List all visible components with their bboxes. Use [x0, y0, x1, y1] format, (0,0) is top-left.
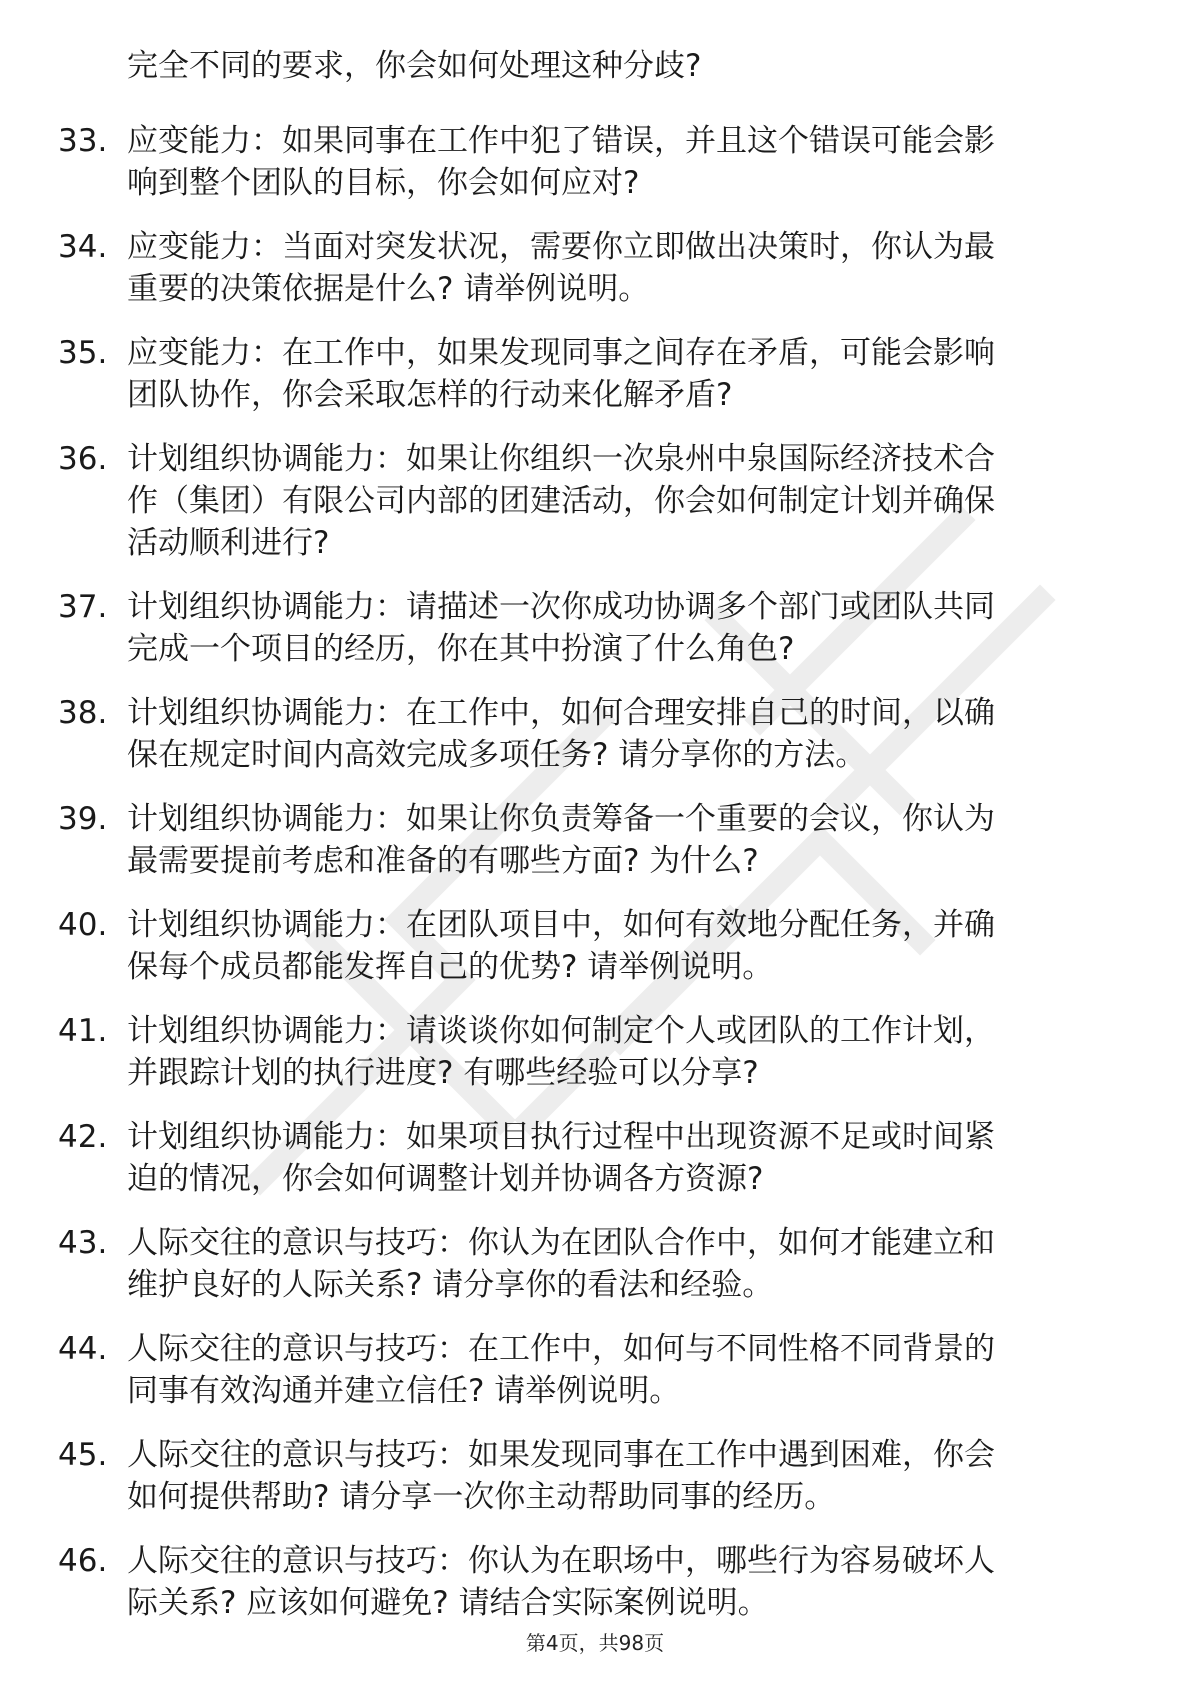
question-list: [0, 120, 1190, 1646]
question-number: 36.: [58, 441, 108, 477]
question-text-line: 计划组织协调能力：如果让你组织一次泉州中泉国际经济技术合: [127, 441, 995, 477]
question-item: [0, 120, 1190, 204]
page-number-footer: 第4页，共98页: [525, 1631, 665, 1655]
question-text: [127, 1328, 1117, 1412]
question-text-line: 计划组织协调能力：在团队项目中，如何有效地分配任务，并确: [127, 907, 995, 943]
question-number: 35.: [58, 335, 108, 371]
question-text-line: 应变能力：当面对突发状况，需要你立即做出决策时，你认为最: [127, 229, 995, 265]
question-text-line: 人际交往的意识与技巧：如果发现同事在工作中遇到困难，你会: [127, 1437, 995, 1473]
question-number: 41.: [58, 1013, 108, 1049]
question-item: [0, 1116, 1190, 1200]
question-item: [0, 904, 1190, 988]
question-item: [0, 1434, 1190, 1518]
question-text: [127, 1222, 1117, 1306]
question-number: 34.: [58, 229, 108, 265]
question-text: [127, 1434, 1117, 1518]
question-text: [127, 798, 1117, 882]
question-item: [0, 1222, 1190, 1306]
question-text-line: 作（集团）有限公司内部的团建活动，你会如何制定计划并确保: [127, 483, 995, 519]
question-item: [0, 798, 1190, 882]
question-number: 33.: [58, 123, 108, 159]
question-number: 40.: [58, 907, 108, 943]
question-number: 37.: [58, 589, 108, 625]
question-text: [127, 1540, 1117, 1624]
question-text-line: 计划组织协调能力：请谈谈你如何制定个人或团队的工作计划，: [127, 1013, 995, 1049]
question-text-line: 重要的决策依据是什么? 请举例说明。: [127, 271, 650, 307]
question-item: [0, 586, 1190, 670]
question-text-line: 维护良好的人际关系? 请分享你的看法和经验。: [127, 1267, 774, 1303]
question-item: [0, 332, 1190, 416]
question-text-line: 际关系? 应该如何避免? 请结合实际案例说明。: [127, 1585, 769, 1621]
question-number: 38.: [58, 695, 108, 731]
question-text: [127, 904, 1117, 988]
question-text: [127, 692, 1117, 776]
question-text-line: 计划组织协调能力：请描述一次你成功协调多个部门或团队共同: [127, 589, 995, 625]
question-text-line: 团队协作，你会采取怎样的行动来化解矛盾?: [127, 377, 733, 413]
question-text-line: 完成一个项目的经历，你在其中扮演了什么角色?: [127, 631, 795, 667]
question-text-line: 人际交往的意识与技巧：在工作中，如何与不同性格不同背景的: [127, 1331, 995, 1367]
question-text-line: 计划组织协调能力：在工作中，如何合理安排自己的时间，以确: [127, 695, 995, 731]
question-item: [0, 692, 1190, 776]
question-text: [127, 586, 1117, 670]
question-item: [0, 1010, 1190, 1094]
question-number: 44.: [58, 1331, 108, 1367]
question-text-line: 应变能力：如果同事在工作中犯了错误，并且这个错误可能会影: [127, 123, 995, 159]
question-text: [127, 120, 1117, 204]
question-text-line: 人际交往的意识与技巧：你认为在团队合作中，如何才能建立和: [127, 1225, 995, 1261]
question-text-line: 计划组织协调能力：如果项目执行过程中出现资源不足或时间紧: [127, 1119, 995, 1155]
question-text: [127, 1010, 1117, 1094]
question-text-line: 迫的情况，你会如何调整计划并协调各方资源?: [127, 1161, 764, 1197]
question-text-line: 响到整个团队的目标，你会如何应对?: [127, 165, 640, 201]
question-text-line: 保每个成员都能发挥自己的优势? 请举例说明。: [127, 949, 774, 985]
question-item: [0, 226, 1190, 310]
question-item: [0, 1540, 1190, 1624]
question-number: 42.: [58, 1119, 108, 1155]
question-number: 45.: [58, 1437, 108, 1473]
question-text: [127, 438, 1117, 564]
question-text-line: 并跟踪计划的执行进度? 有哪些经验可以分享?: [127, 1055, 759, 1091]
question-number: 39.: [58, 801, 108, 837]
question-number: 46.: [58, 1543, 108, 1579]
question-text-line: 人际交往的意识与技巧：你认为在职场中，哪些行为容易破坏人: [127, 1543, 995, 1579]
continued-question-text: 完全不同的要求，你会如何处理这种分歧?: [127, 48, 702, 84]
question-text-line: 同事有效沟通并建立信任? 请举例说明。: [127, 1373, 681, 1409]
question-text-line: 活动顺利进行?: [127, 525, 330, 561]
question-text-line: 应变能力：在工作中，如果发现同事之间存在矛盾，可能会影响: [127, 335, 995, 371]
question-text: [127, 332, 1117, 416]
question-number: 43.: [58, 1225, 108, 1261]
question-text-line: 保在规定时间内高效完成多项任务? 请分享你的方法。: [127, 737, 867, 773]
question-item: [0, 1328, 1190, 1412]
question-item: [0, 438, 1190, 564]
question-text-line: 如何提供帮助? 请分享一次你主动帮助同事的经历。: [127, 1479, 836, 1515]
question-text: [127, 1116, 1117, 1200]
question-text: [127, 226, 1117, 310]
question-text-line: 计划组织协调能力：如果让你负责筹备一个重要的会议，你认为: [127, 801, 995, 837]
question-text-line: 最需要提前考虑和准备的有哪些方面? 为什么?: [127, 843, 759, 879]
